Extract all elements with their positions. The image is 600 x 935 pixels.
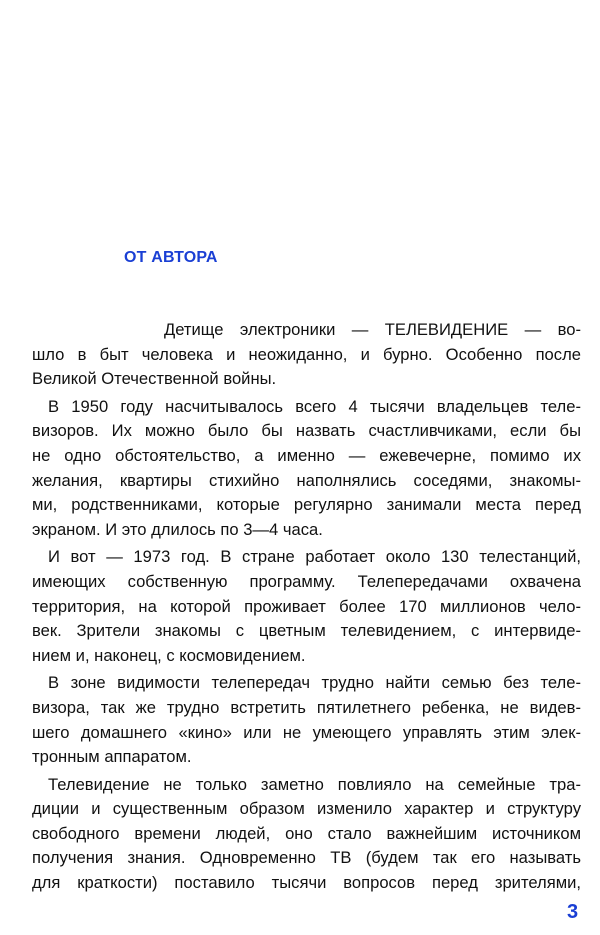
- text-line: Великой Отечественной войны.: [32, 369, 277, 389]
- text-line: получения знания. Одновременно ТВ (будем так его называть: [32, 848, 581, 868]
- text-line: В 1950 году насчитывалось всего 4 тысячи владельцев теле-: [48, 396, 581, 416]
- text-line: нием и, наконец, с космовидением.: [32, 645, 306, 665]
- text-line: для краткости) поставило тысячи вопросов перед зрителями,: [32, 873, 581, 893]
- text-line: визора, так же трудно встретить пятилетнего ребенка, не видев-: [32, 697, 581, 717]
- text-line: территория, на которой проживает более 170 миллионов чело-: [32, 596, 581, 616]
- text-line: И вот — 1973 год. В стране работает около 130 телестанций,: [48, 547, 581, 567]
- text-line: Детище электроники — ТЕЛЕВИДЕНИЕ — во-: [164, 320, 581, 339]
- text-line: имеющих собственную программу. Телепередачами охвачена: [32, 571, 581, 591]
- text-line: век. Зрители знакомы с цветным телевидением, с интервиде-: [32, 621, 581, 641]
- text-line: свободного времени людей, оно стало важнейшим источником: [32, 823, 581, 843]
- text-line: не одно обстоятельство, а именно — ежевечерне, помимо их: [32, 445, 581, 465]
- text-line: В зоне видимости телепередач трудно найти семью без теле-: [48, 673, 581, 693]
- text-line: визоров. Их можно было бы назвать счастливчиками, если бы: [32, 421, 581, 441]
- text-line: шло в быт человека и неожиданно, и бурно. Особенно после: [32, 344, 581, 364]
- section-heading: ОТ АВТОРА: [124, 249, 218, 266]
- text-line: ми, родственниками, которые регулярно занимали места перед: [32, 495, 581, 515]
- text-line: Телевидение не только заметно повлияло на семейные тра-: [48, 774, 581, 794]
- page-number: 3: [567, 901, 579, 923]
- text-line: желания, квартиры стихийно наполнялись соседями, знакомы-: [32, 470, 581, 490]
- text-line: диции и существенным образом изменило характер и структуру: [32, 799, 581, 819]
- text-line: экраном. И это длилось по 3—4 часа.: [32, 519, 323, 539]
- text-line: тронным аппаратом.: [32, 747, 192, 767]
- body-text: [32, 318, 581, 896]
- text-line: шего домашнего «кино» или не умеющего управлять этим элек-: [32, 722, 581, 742]
